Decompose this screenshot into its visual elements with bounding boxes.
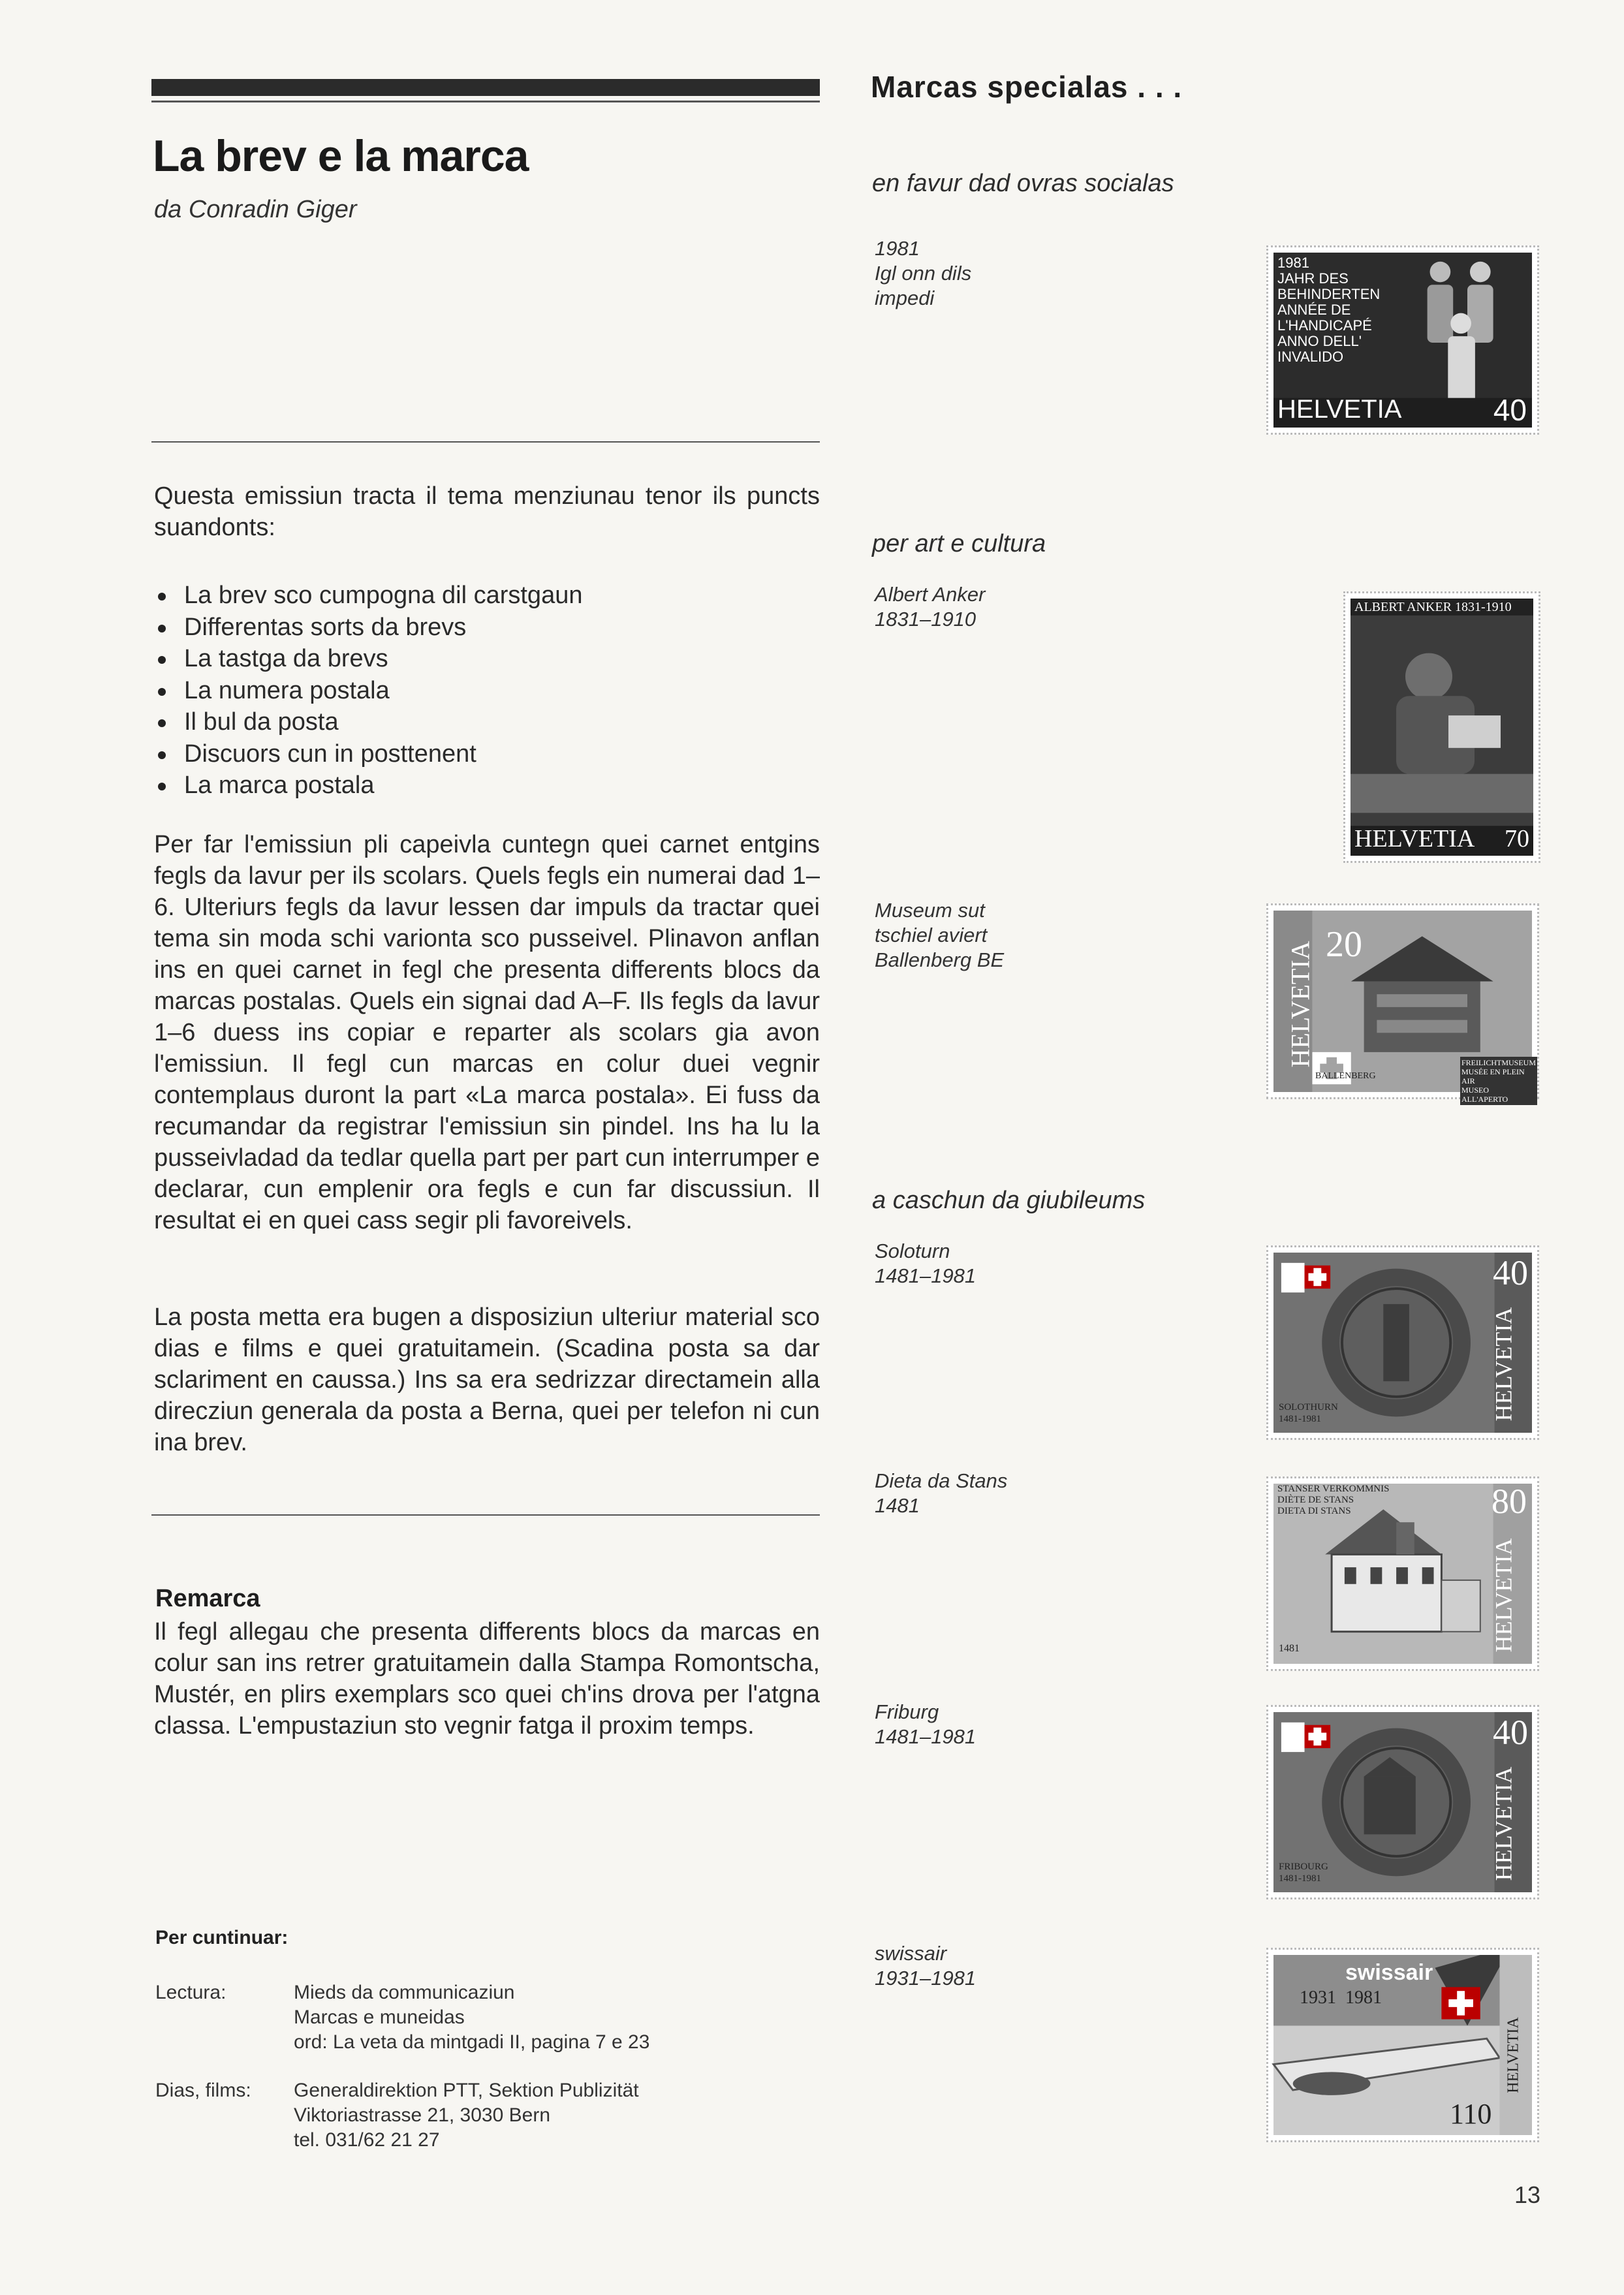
- stamp-country: HELVETIA: [1277, 395, 1402, 424]
- stamp-place: FRIBOURG 1481-1981: [1279, 1862, 1328, 1884]
- header-rule: [151, 101, 820, 102]
- stamp-value: 40: [1493, 1713, 1528, 1752]
- page-number: 13: [1514, 2181, 1541, 2208]
- topic-list: [154, 580, 582, 802]
- section-social: en favur dad ovras socialas: [872, 170, 1174, 197]
- lectura-references: Mieds da communicaziun Marcas e muneidas ord: La veta da mintgadi II, pagina 7 e 23: [294, 1982, 650, 2053]
- stamp-country: HELVETIA: [1505, 2017, 1522, 2093]
- article-author: da Conradin Giger: [154, 196, 357, 223]
- continue-heading: Per cuntinuar:: [155, 1927, 289, 1948]
- section-divider: [151, 1514, 820, 1516]
- list-item: La numera postala: [154, 675, 582, 707]
- list-item: Differentas sorts da brevs: [154, 612, 582, 644]
- stamp-value: 40: [1493, 393, 1527, 427]
- stamp-value: 70: [1505, 825, 1529, 852]
- stamp-country: HELVETIA: [1490, 1307, 1517, 1422]
- section-art: per art e cultura: [872, 530, 1046, 557]
- stamp-impedi-text: 1981 JAHR DES BEHINDERTEN ANNÉE DE L'HANDICAPÉ ANNO DELL' INVALIDO: [1277, 255, 1381, 365]
- stamp-soloturn: [1266, 1245, 1539, 1440]
- caption-museum: Museum sut tschiel aviert Ballenberg BE: [875, 899, 1005, 971]
- stamp-country: HELVETIA: [1490, 1766, 1517, 1881]
- list-item: Discuors cun in posttenent: [154, 738, 582, 770]
- stamp-years: 1931 1981: [1300, 1988, 1382, 2008]
- caption-impedi: 1981 Igl onn dils impedi: [875, 237, 972, 309]
- dias-references: Generaldirektion PTT, Sektion Publizität Viktoriastrasse 21, 3030 Bern tel. 031/62 21 27: [294, 2080, 639, 2151]
- stamp-stans: [1266, 1476, 1539, 1671]
- caption-friburg: Friburg 1481–1981: [875, 1700, 976, 1748]
- body-paragraph-2: La posta metta era bugen a disposiziun ulteriur material sco dias e films e quei gratuitamein. (Scadina posta sa dar sclariment en caussa.) Ins sa era sedrizzar directamein alla direcziun generala da posta a Berna, quei per telefon ni cun ina brev.: [154, 1304, 820, 1456]
- stamp-anker: [1343, 591, 1540, 863]
- stamp-country: HELVETIA: [1285, 941, 1315, 1068]
- stamp-anker-header: ALBERT ANKER 1831-1910: [1354, 600, 1512, 614]
- list-item: La tastga da brevs: [154, 643, 582, 675]
- list-item: La brev sco cumpogna dil carstgaun: [154, 580, 582, 612]
- stamp-country: HELVETIA: [1354, 825, 1475, 852]
- caption-anker: Albert Anker 1831–1910: [875, 583, 986, 631]
- caption-stans: Dieta da Stans 1481: [875, 1469, 1008, 1517]
- stamp-swissair: [1266, 1948, 1539, 2142]
- stamp-friburg: [1266, 1705, 1539, 1899]
- stamp-ballenberg: [1266, 903, 1539, 1104]
- stamp-place: BALLENBERG: [1315, 1071, 1376, 1081]
- stamp-impedi: [1266, 245, 1539, 435]
- header-bar: [151, 79, 820, 96]
- stamp-museum-label: FREILICHTMUSEUM MUSÉE EN PLEIN AIR MUSEO ALL'APERTO: [1461, 1058, 1537, 1104]
- stamp-stans-header: STANSER VERKOMMNIS DIÈTE DE STANS DIETA DI STANS: [1277, 1484, 1390, 1516]
- dias-label: Dias, films:: [155, 2080, 251, 2101]
- remarca-paragraph: Il fegl allegau che presenta differents blocs da marcas en colur san ins retrer gratuitamein dalla Stampa Romontscha, Mustér, en plirs exemplars sco quei ch'ins drova per l'atgna classa. L'empustaziun sto vegnir fatga il proxim temps.: [154, 1618, 820, 1740]
- article-title: La brev e la marca: [153, 131, 529, 181]
- list-item: La marca postala: [154, 770, 582, 802]
- stamp-country: HELVETIA: [1490, 1538, 1517, 1653]
- intro-paragraph: Questa emissiun tracta il tema menziunau tenor ils puncts suandonts:: [154, 482, 820, 541]
- list-item: Il bul da posta: [154, 706, 582, 738]
- caption-soloturn: Soloturn 1481–1981: [875, 1240, 976, 1287]
- sidebar-heading: Marcas specialas . . .: [871, 70, 1183, 104]
- stamp-value: 110: [1450, 2098, 1492, 2130]
- stamp-value: 80: [1491, 1482, 1527, 1521]
- section-jubilee: a caschun da giubileums: [872, 1187, 1146, 1214]
- caption-swissair: swissair 1931–1981: [875, 1942, 976, 1990]
- stamp-value: 40: [1493, 1253, 1528, 1292]
- stamp-value: 20: [1326, 924, 1362, 965]
- remarca-heading: Remarca: [155, 1585, 260, 1612]
- stamp-place: SOLOTHURN 1481-1981: [1279, 1402, 1338, 1424]
- lectura-label: Lectura:: [155, 1982, 226, 2003]
- section-divider: [151, 441, 820, 443]
- stamp-year: 1481: [1279, 1643, 1300, 1654]
- body-paragraph: Per far l'emissiun pli capeivla cuntegn quei carnet entgins fegls da lavur per ils scolars. Quels fegls ein numerai dad 1–6. Ulteriurs fegls da lavur lessen dar impuls da tractar quei tema sin moda schi varionta sco pusseivel. Plinavon anflan ins en quei carnet in fegl che presenta differents blocs da marcas postalas. Quels ein signai dad A–F. Ils fegls da lavur 1–6 duess ins copiar e reparter als scolars gia avon l'emissiun. Il fegl cun marcas en colur duei vegnir contemplaus duront la part «La marca postala». Ei fuss da recumandar da registrar l'emissiun sin pindel. Ins ha lu la pusseivladad da tedlar quella part per part cun interrumper e declarar, cun emplenir ora fegls e cun far discussiun. Il resultat ei en quei cass segir pli favoreivels.: [154, 831, 820, 1234]
- stamp-brand: swissair: [1345, 1960, 1433, 1985]
